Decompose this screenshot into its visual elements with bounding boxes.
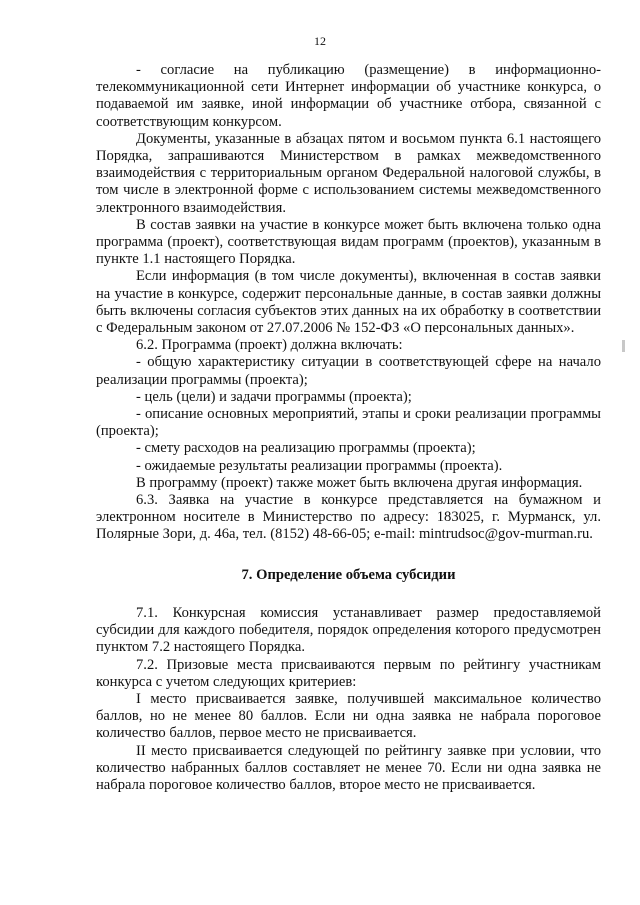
- list-item: - описание основных мероприятий, этапы и сроки реализации программы (проекта);: [96, 406, 601, 440]
- list-item: - цель (цели) и задачи программы (проекта);: [136, 388, 412, 405]
- paragraph: В программу (проект) также может быть включена другая информация.: [136, 474, 583, 491]
- page-number: 12: [314, 34, 326, 48]
- scan-margin-mark: [622, 340, 625, 352]
- list-item: - ожидаемые результаты реализации программы (проекта).: [136, 457, 503, 474]
- paragraph: 7.2. Призовые места присваиваются первым по рейтингу участникам конкурса с учетом следующих критериев:: [96, 656, 601, 690]
- paragraph: II место присваивается следующей по рейтингу заявке при условии, что количество набранных баллов составляет не менее 70. Если ни одна заявка не набрала пороговое количество баллов, второе место не присваивается.: [96, 742, 601, 793]
- paragraph: В состав заявки на участие в конкурсе может быть включена только одна программа (проект), соответствующая видам программ (проектов), указанным в пункте 1.1 настоящего Порядка.: [96, 216, 601, 268]
- document-body: [96, 62, 601, 794]
- paragraph: 6.3. Заявка на участие в конкурсе представляется на бумажном и электронном носителе в Министерство по адресу: 183025, г. Мурманск, ул. Полярные Зори, д. 46а, тел. (8152) 48-66-05; e-mail: mintrudsoc@gov-murman.ru.: [96, 492, 601, 543]
- paragraph: Если информация (в том числе документы), включенная в состав заявки на участие в конкурсе, содержит персональные данные, в состав заявки должны быть включены согласия субъектов этих данных на их обработку в соответствии с Федеральным законом от 27.07.2006 № 152-ФЗ «О персональных данных».: [96, 268, 601, 337]
- paragraph: 6.2. Программа (проект) должна включать:: [136, 337, 403, 354]
- paragraph: Документы, указанные в абзацах пятом и восьмом пункта 6.1 настоящего Порядка, запрашиваются Министерством в рамках межведомственного взаимодействия с территориальным органом Федеральной налоговой службы, в том числе в электронной форме с использованием системы межведомственного электронного взаимодействия.: [96, 130, 601, 216]
- list-item: - общую характеристику ситуации в соответствующей сфере на начало реализации программы (проекта);: [96, 354, 601, 388]
- section-heading: 7. Определение объема субсидии: [241, 566, 456, 583]
- paragraph: - согласие на публикацию (размещение) в информационно-телекоммуникационной сети Интернет информации об участнике конкурса, о подаваемой им заявке, иной информации об участнике отбора, связанной с соответствующим конкурсом.: [96, 62, 601, 130]
- list-item: - смету расходов на реализацию программы (проекта);: [136, 440, 476, 457]
- paragraph: I место присваивается заявке, получившей максимальное количество баллов, но не менее 80 баллов. Если ни одна заявка не набрала пороговое количество баллов, первое место не присваивается.: [96, 690, 601, 742]
- paragraph: 7.1. Конкурсная комиссия устанавливает размер предоставляемой субсидии для каждого победителя, порядок определения которого предусмотрен пунктом 7.2 настоящего Порядка.: [96, 604, 601, 656]
